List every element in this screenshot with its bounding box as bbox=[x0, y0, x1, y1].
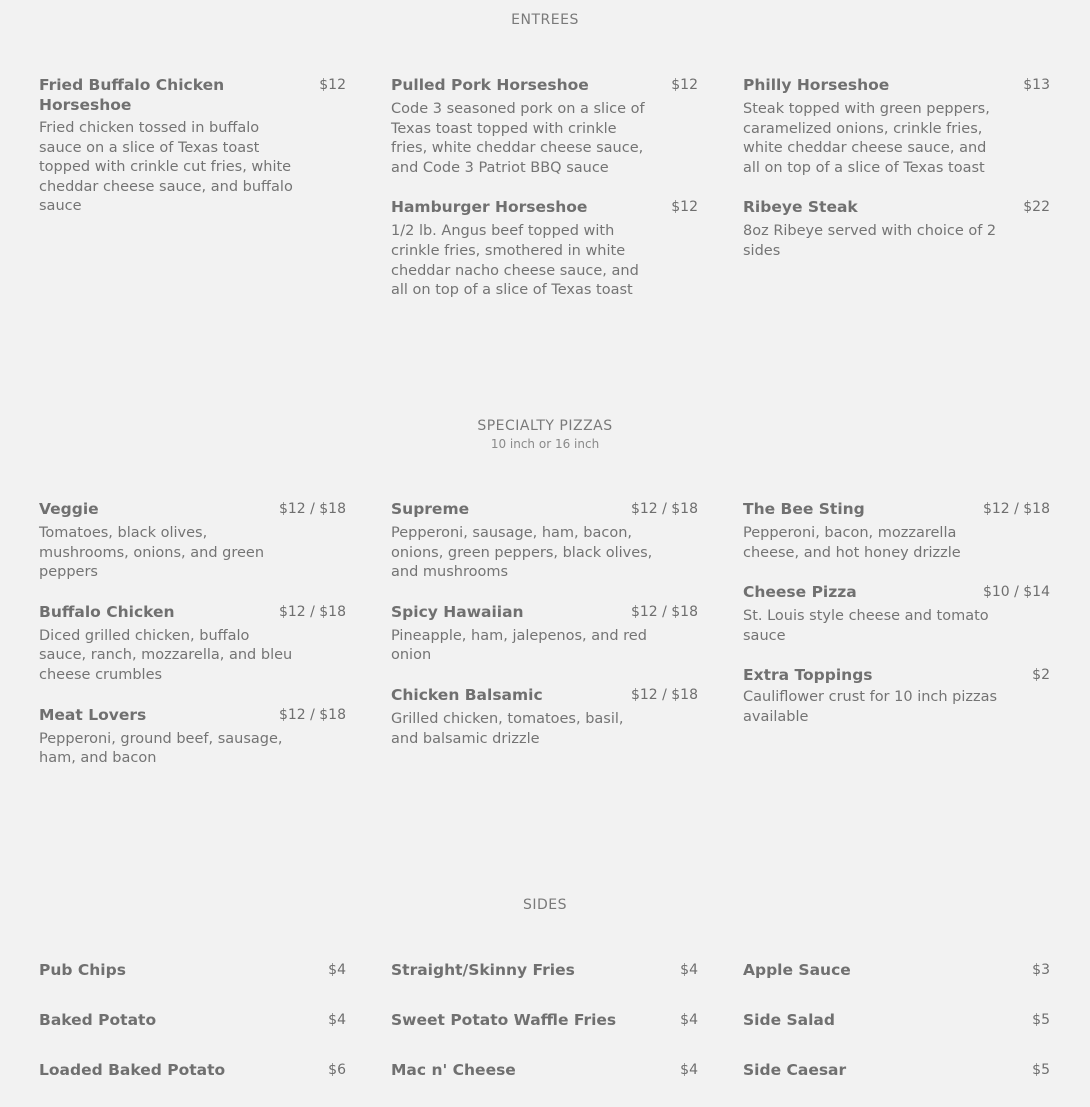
item-description: St. Louis style cheese and tomato sauce bbox=[743, 608, 989, 644]
item-name: Pulled Pork Horseshoe bbox=[391, 76, 589, 94]
menu-column bbox=[743, 500, 1050, 748]
section-subtitle: 10 inch or 16 inch bbox=[490, 437, 600, 451]
item-price: $3 bbox=[1032, 962, 1050, 978]
item-name: Cheese Pizza bbox=[743, 583, 857, 602]
menu-item bbox=[743, 1061, 1050, 1081]
menu-item bbox=[39, 1011, 346, 1031]
item-name: Side Salad bbox=[743, 1011, 835, 1029]
section-specialty-pizzas bbox=[0, 418, 1090, 451]
item-name: Apple Sauce bbox=[743, 961, 851, 979]
menu-item bbox=[391, 198, 698, 300]
menu-item bbox=[743, 198, 1050, 261]
item-name: The Bee Sting bbox=[743, 500, 865, 518]
menu-item bbox=[39, 706, 346, 769]
item-description: Tomatoes, black olives, mushrooms, onions, and green peppers bbox=[39, 525, 265, 581]
menu-column bbox=[391, 961, 698, 1107]
menu-column bbox=[39, 76, 346, 237]
item-price: $12 / $18 bbox=[278, 501, 346, 517]
item-description: Diced grilled chicken, buffalo sauce, ranch, mozzarella, and bleu cheese crumbles bbox=[39, 627, 293, 683]
item-description: Pepperoni, ground beef, sausage, ham, and bacon bbox=[39, 730, 283, 767]
item-price: $12 / $18 bbox=[278, 603, 346, 620]
section-title: SIDES bbox=[522, 897, 568, 913]
item-price: $12 / $18 bbox=[630, 603, 698, 620]
section-sides bbox=[0, 897, 1090, 913]
menu-item bbox=[743, 666, 1050, 727]
item-price: $12 bbox=[671, 199, 698, 216]
item-name: Chicken Balsamic bbox=[391, 685, 543, 704]
item-price: $4 bbox=[680, 1012, 698, 1028]
item-name: Fried Buffalo Chicken Horseshoe bbox=[39, 76, 225, 114]
item-name: Meat Lovers bbox=[39, 705, 147, 724]
item-price: $4 bbox=[328, 962, 346, 978]
item-price: $10 / $14 bbox=[982, 584, 1050, 601]
item-price: $4 bbox=[680, 1062, 698, 1078]
menu-item bbox=[39, 1061, 346, 1081]
item-name: Straight/Skinny Fries bbox=[391, 961, 575, 979]
item-price: $12 / $18 bbox=[630, 686, 698, 703]
item-description: 8oz Ribeye served with choice of 2 sides bbox=[743, 223, 997, 259]
menu-column bbox=[391, 500, 698, 769]
item-description: Code 3 seasoned pork on a slice of Texas toast topped with crinkle fries, white cheddar cheese sauce, and Code 3 Patriot BBQ sauce bbox=[391, 101, 645, 176]
item-price: $13 bbox=[1023, 77, 1050, 93]
menu-item bbox=[39, 603, 346, 686]
item-description: 1/2 lb. Angus beef topped with crinkle fries, smothered in white cheddar nacho cheese sauce, and all on top of a slice of Texas toast bbox=[391, 223, 639, 299]
menu-item bbox=[391, 500, 698, 583]
item-description: Steak topped with green peppers, caramelized onions, crinkle fries, white cheddar cheese sauce, and all on top of a slice of Texas toast bbox=[743, 101, 990, 176]
item-description: Grilled chicken, tomatoes, basil, and balsamic drizzle bbox=[391, 710, 624, 747]
item-name: Philly Horseshoe bbox=[743, 76, 890, 94]
menu-item bbox=[391, 603, 698, 666]
item-description: Cauliflower crust for 10 inch pizzas available bbox=[743, 689, 998, 725]
item-price: $12 / $18 bbox=[630, 501, 698, 517]
menu-item bbox=[391, 961, 698, 981]
section-title: SPECIALTY PIZZAS bbox=[477, 418, 613, 434]
item-price: $5 bbox=[1032, 1012, 1050, 1028]
item-name: Buffalo Chicken bbox=[39, 602, 175, 621]
item-name: Ribeye Steak bbox=[743, 198, 858, 217]
menu-item bbox=[391, 76, 698, 178]
menu-item bbox=[39, 500, 346, 583]
menu-item bbox=[391, 686, 698, 749]
menu-item bbox=[39, 76, 346, 217]
item-description: Pepperoni, sausage, ham, bacon, onions, green peppers, black olives, and mushrooms bbox=[391, 525, 653, 581]
item-name: Hamburger Horseshoe bbox=[391, 198, 588, 217]
menu-item bbox=[743, 500, 1050, 563]
menu-item bbox=[391, 1011, 698, 1031]
item-name: Veggie bbox=[39, 500, 99, 518]
item-price: $22 bbox=[1023, 199, 1050, 216]
menu-column bbox=[743, 76, 1050, 282]
menu-column bbox=[39, 961, 346, 1107]
item-description: Pepperoni, bacon, mozzarella cheese, and hot honey drizzle bbox=[743, 525, 961, 561]
menu-item bbox=[743, 76, 1050, 178]
menu-item bbox=[743, 961, 1050, 981]
item-name: Sweet Potato Waffle Fries bbox=[391, 1011, 617, 1029]
menu-column bbox=[391, 76, 698, 321]
item-name: Extra Toppings bbox=[743, 666, 873, 685]
item-price: $12 bbox=[671, 77, 698, 93]
section-title: ENTREES bbox=[511, 12, 579, 28]
item-price: $4 bbox=[328, 1012, 346, 1028]
item-name: Pub Chips bbox=[39, 961, 126, 979]
item-price: $4 bbox=[680, 962, 698, 978]
menu-item bbox=[391, 1061, 698, 1081]
menu-column bbox=[39, 500, 346, 789]
item-price: $2 bbox=[1032, 667, 1050, 684]
menu-column bbox=[743, 961, 1050, 1107]
item-name: Baked Potato bbox=[39, 1011, 157, 1029]
item-description: Fried chicken tossed in buffalo sauce on a slice of Texas toast topped with crinkle cut fries, white cheddar cheese sauce, and buffalo sauce bbox=[39, 120, 293, 215]
item-name: Loaded Baked Potato bbox=[39, 1061, 226, 1079]
item-name: Supreme bbox=[391, 500, 470, 518]
item-price: $6 bbox=[328, 1062, 346, 1078]
item-price: $12 / $18 bbox=[278, 706, 346, 723]
item-name: Mac n' Cheese bbox=[391, 1061, 516, 1079]
item-name: Side Caesar bbox=[743, 1061, 847, 1079]
item-description: Pineapple, ham, jalepenos, and red onion bbox=[391, 627, 647, 664]
menu-item bbox=[39, 961, 346, 981]
item-price: $5 bbox=[1032, 1062, 1050, 1078]
item-price: $12 bbox=[319, 77, 346, 93]
item-price: $12 / $18 bbox=[982, 501, 1050, 517]
menu-item bbox=[743, 583, 1050, 646]
section-entrees bbox=[0, 12, 1090, 28]
menu-item bbox=[743, 1011, 1050, 1031]
item-name: Spicy Hawaiian bbox=[391, 602, 524, 621]
